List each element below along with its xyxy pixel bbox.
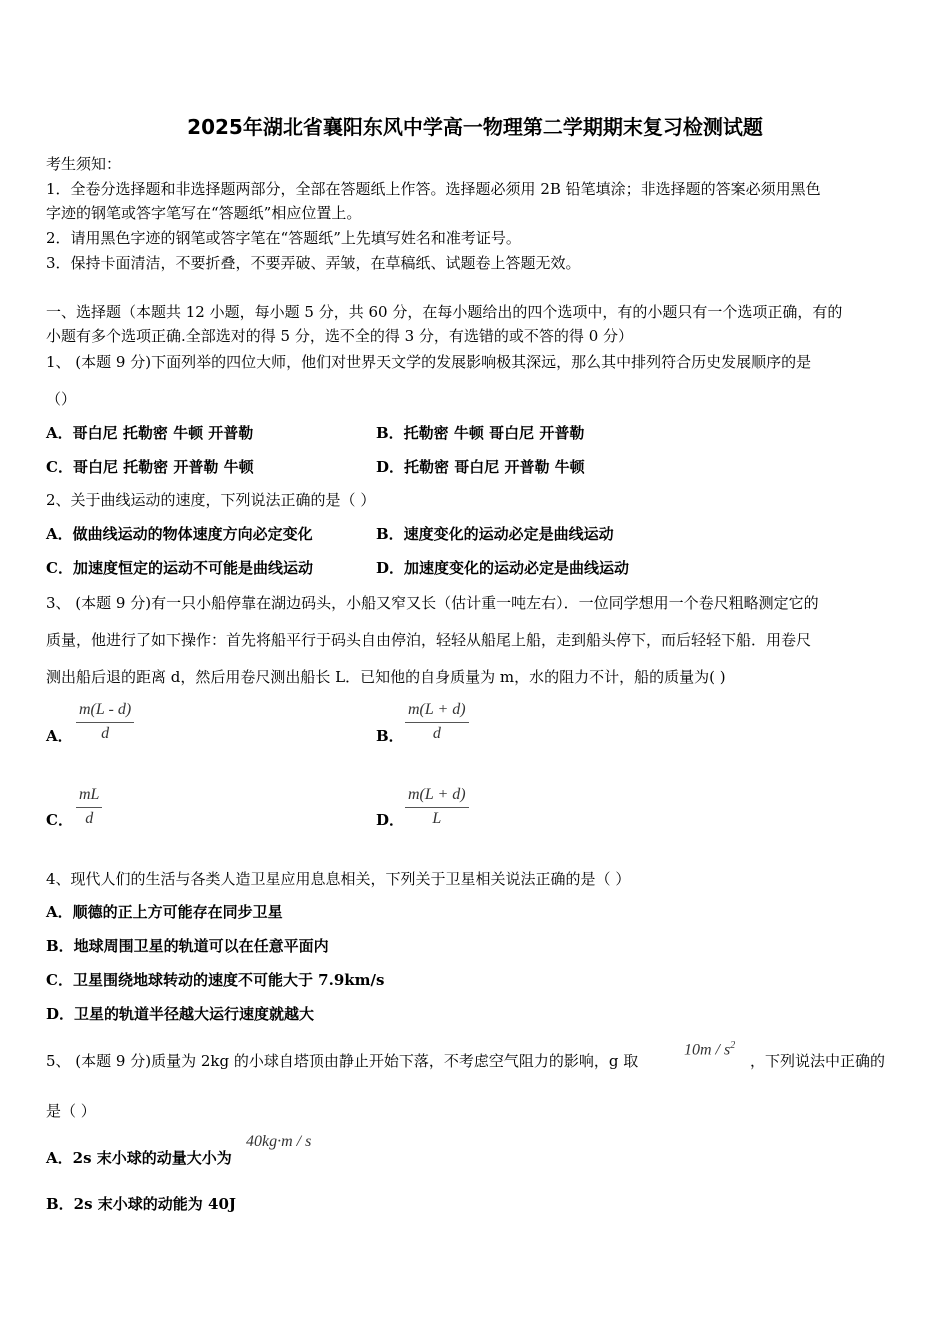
q3-option-c-numerator: mL	[76, 785, 102, 808]
q1-option-c: C．哥白尼 托勒密 开普勒 牛顿	[46, 458, 254, 476]
q4-option-d: D．卫星的轨道半径越大运行速度就越大	[46, 1005, 315, 1023]
q3-option-b-fraction	[405, 700, 469, 745]
section-instructions-2: 小题有多个选项正确.全部选对的得 5 分，选不全的得 3 分，有选错的或不答的得 0 分）	[46, 327, 634, 345]
notice-line-3: 3．保持卡面清洁，不要折叠，不要弄破、弄皱，在草稿纸、试题卷上答题无效。	[46, 254, 581, 272]
q3-option-b-numerator: m(L + d)	[405, 700, 469, 723]
notice-heading: 考生须知：	[46, 155, 122, 173]
section-instructions-1: 一、选择题（本题共 12 小题，每小题 5 分，共 60 分，在每小题给出的四个选项中，有的小题只有一个选项正确，有的	[46, 303, 843, 321]
q3-option-d-denominator: L	[432, 810, 442, 827]
q5-stem-1a: 5、 (本题 9 分)质量为 2kg 的小球自塔顶由静止开始下落，不考虑空气阻力的影响，g 取	[46, 1052, 639, 1070]
q3-stem-2: 质量，他进行了如下操作：首先将船平行于码头自由停泊，轻轻从船尾上船，走到船头停下，而后轻轻下船．用卷尺	[46, 631, 812, 649]
q3-option-a-fraction	[76, 700, 134, 745]
q1-option-d: D．托勒密 哥白尼 开普勒 牛顿	[376, 458, 585, 476]
notice-line-1b: 字迹的钢笔或答字笔写在“答题纸”相应位置上。	[46, 204, 362, 222]
q2-option-d: D．加速度变化的运动必定是曲线运动	[376, 559, 630, 577]
q3-option-a-numerator: m(L - d)	[76, 700, 134, 723]
q5-option-a: A．2s 末小球的动量大小为	[46, 1149, 232, 1167]
q3-option-d-label: D．	[376, 811, 405, 829]
q2-option-b: B．速度变化的运动必定是曲线运动	[376, 525, 614, 543]
q4-option-b: B．地球周围卫星的轨道可以在任意平面内	[46, 937, 329, 955]
q1-option-b: B．托勒密 牛顿 哥白尼 开普勒	[376, 424, 585, 442]
q3-option-c-fraction	[76, 785, 102, 830]
q4-option-c: C．卫星围绕地球转动的速度不可能大于 7.9km/s	[46, 971, 385, 989]
notice-line-2: 2．请用黑色字迹的钢笔或答字笔在“答题纸”上先填写姓名和准考证号。	[46, 229, 521, 247]
q3-option-d-fraction	[405, 785, 469, 830]
q5-gravity-text: 10m / s	[684, 1041, 731, 1059]
q4-option-a: A．顺德的正上方可能存在同步卫星	[46, 903, 283, 921]
q5-option-a-math: 40kg·m / s	[246, 1133, 312, 1150]
q2-option-c: C．加速度恒定的运动不可能是曲线运动	[46, 559, 313, 577]
q3-option-b-denominator: d	[432, 725, 441, 742]
q3-option-c-denominator: d	[85, 810, 94, 827]
page-title: 2025年湖北省襄阳东风中学高一物理第二学期期末复习检测试题	[187, 115, 763, 139]
q3-stem-1: 3、 (本题 9 分)有一只小船停靠在湖边码头，小船又窄又长（估计重一吨左右）．一位同学想用一个卷尺粗略测定它的	[46, 594, 819, 612]
q3-option-d-numerator: m(L + d)	[405, 785, 469, 808]
q4-stem: 4、现代人们的生活与各类人造卫星应用息息相关，下列关于卫星相关说法正确的是（ ）	[46, 870, 631, 888]
q3-option-a-label: A．	[46, 727, 73, 745]
q1-stem-1: 1、 (本题 9 分)下面列举的四位大师，他们对世界天文学的发展影响极其深远，那么其中排列符合历史发展顺序的是	[46, 353, 812, 371]
q3-option-a-denominator: d	[101, 725, 110, 742]
q5-stem-2: 是（ ）	[46, 1102, 96, 1120]
q1-option-a: A．哥白尼 托勒密 牛顿 开普勒	[46, 424, 254, 442]
q2-option-a: A．做曲线运动的物体速度方向必定变化	[46, 525, 313, 543]
q1-stem-2: （）	[46, 390, 77, 408]
q5-option-b: B．2s 末小球的动能为 40J	[46, 1195, 236, 1213]
q3-option-c-label: C．	[46, 811, 73, 829]
q5-stem-1b: ，下列说法中正确的	[750, 1052, 886, 1070]
q3-option-b-label: B．	[376, 727, 404, 745]
q2-stem: 2、关于曲线运动的速度，下列说法正确的是（ ）	[46, 491, 376, 509]
notice-line-1a: 1．全卷分选择题和非选择题两部分，全部在答题纸上作答。选择题必须用 2B 铅笔填涂；非选择题的答案必须用黑色	[46, 180, 821, 198]
q5-gravity-exponent: 2	[730, 1040, 736, 1051]
q3-stem-3: 测出船后退的距离 d，然后用卷尺测出船长 L．已知他的自身质量为 m，水的阻力不计，船的质量为( )	[46, 668, 726, 686]
q5-gravity-value	[684, 1040, 735, 1059]
